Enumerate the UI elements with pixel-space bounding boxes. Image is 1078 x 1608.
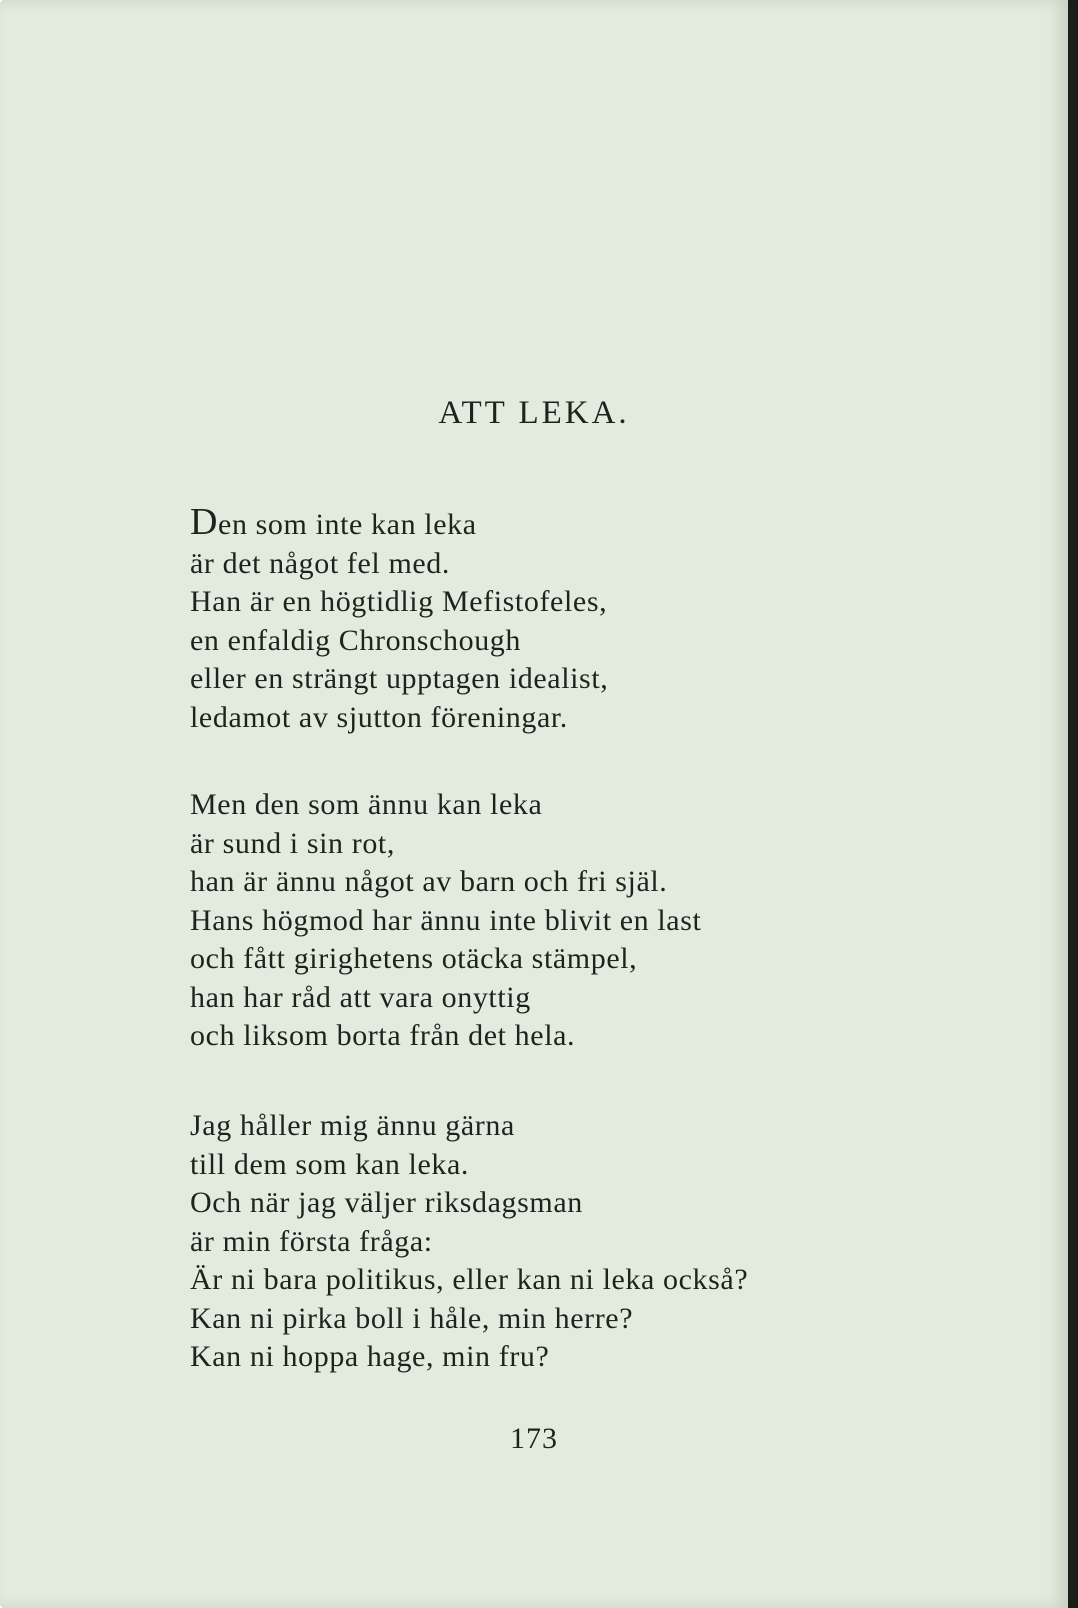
stanza-2-line-2: är sund i sin rot, bbox=[190, 826, 395, 860]
stanza-3-line-1: Jag håller mig ännu gärna bbox=[190, 1109, 515, 1142]
stanza-1-line-1 bbox=[190, 503, 608, 545]
stanza-2-line-4: Hans högmod har ännu inte blivit en last bbox=[190, 903, 702, 937]
stanza-1-line-2: är det något fel med. bbox=[190, 546, 450, 580]
stanza-3-line-2: till dem som kan leka. bbox=[190, 1147, 469, 1181]
stanza-1-line-6: ledamot av sjutton föreningar. bbox=[190, 700, 568, 734]
page-edge bbox=[1068, 0, 1078, 1608]
stanza-1-line-3: Han är en högtidlig Mefistofeles, bbox=[190, 585, 608, 618]
stanza-3-line-5: Är ni bara politikus, eller kan ni leka också? bbox=[190, 1263, 749, 1296]
stanza-1-line-4: en enfaldig Chronschough bbox=[190, 623, 521, 657]
page-number: 173 bbox=[510, 1422, 558, 1455]
stanza-2-line-7: och liksom borta från det hela. bbox=[190, 1019, 576, 1052]
stanza-2-line-1: Men den som ännu kan leka bbox=[190, 788, 543, 821]
poem-title: ATT LEKA. bbox=[438, 395, 630, 431]
stanza-1-line-5: eller en strängt upptagen idealist, bbox=[190, 662, 609, 695]
drop-cap: D bbox=[190, 501, 219, 543]
first-line-text: en som inte kan leka bbox=[218, 508, 477, 541]
stanza-2-line-6: han har råd att vara onyttig bbox=[190, 980, 531, 1014]
stanza-1 bbox=[190, 503, 608, 737]
stanza-2 bbox=[190, 786, 701, 1056]
stanza-2-line-3: han är ännu något av barn och fri själ. bbox=[190, 865, 668, 898]
stanza-2-line-5: och fått girighetens otäcka stämpel, bbox=[190, 942, 638, 975]
stanza-3 bbox=[190, 1107, 748, 1377]
stanza-3-line-6: Kan ni pirka boll i håle, min herre? bbox=[190, 1301, 634, 1335]
stanza-3-line-4: är min första fråga: bbox=[190, 1224, 433, 1258]
stanza-3-line-7: Kan ni hoppa hage, min fru? bbox=[190, 1340, 550, 1373]
stanza-3-line-3: Och när jag väljer riksdagsman bbox=[190, 1186, 583, 1219]
